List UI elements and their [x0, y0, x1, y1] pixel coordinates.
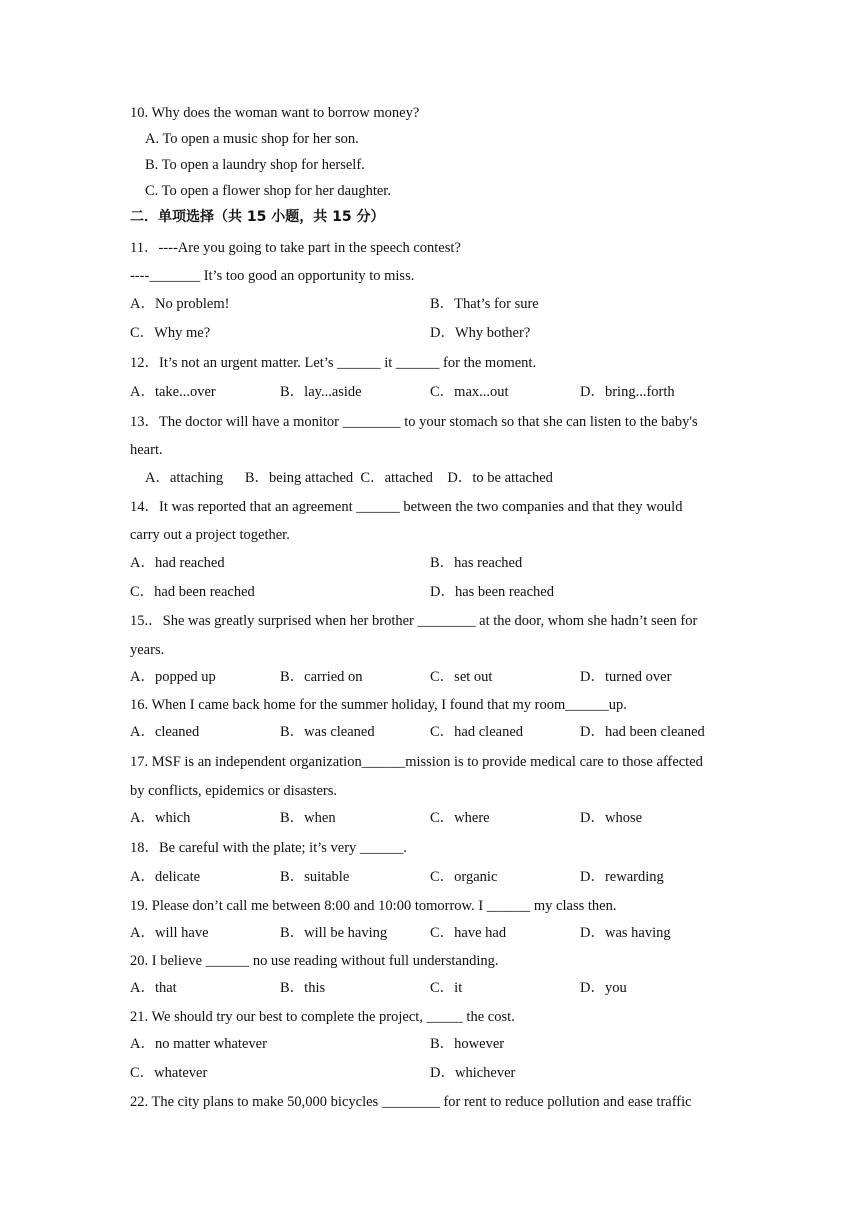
question-21-option-d: D．whichever	[430, 1065, 516, 1081]
question-17-stem: 17. MSF is an independent organization______mission is to provide medical care to those affected	[130, 754, 703, 770]
question-11-stem: 11．----Are you going to take part in the speech contest?	[130, 240, 461, 256]
question-20-option-d: D．you	[580, 980, 627, 996]
question-15-option-a: A．popped up	[130, 669, 216, 685]
question-17-option-b: B．when	[280, 810, 336, 826]
question-21-option-c: C．whatever	[130, 1065, 208, 1081]
question-17-option-a: A．which	[130, 810, 191, 826]
question-10-option-b: B. To open a laundry shop for herself.	[145, 157, 365, 173]
question-11-option-b: B．That’s for sure	[430, 296, 539, 312]
question-20-stem: 20. I believe ______ no use reading without full understanding.	[130, 953, 499, 969]
question-19-option-d: D．was having	[580, 925, 671, 941]
question-22-stem: 22. The city plans to make 50,000 bicycles ________ for rent to reduce pollution and ease traffic	[130, 1094, 692, 1110]
question-20-option-a: A．that	[130, 980, 177, 996]
question-18-stem: 18．Be careful with the plate; it’s very ______.	[130, 840, 408, 856]
question-21-option-b: B．however	[430, 1036, 505, 1052]
question-15-stem-line2: years.	[130, 642, 165, 658]
question-17-option-d: D．whose	[580, 810, 643, 826]
question-10-stem: 10. Why does the woman want to borrow money?	[130, 105, 420, 121]
question-19-stem: 19. Please don’t call me between 8:00 and 10:00 tomorrow. I ______ my class then.	[130, 898, 617, 914]
question-21-option-a: A．no matter whatever	[130, 1036, 267, 1052]
question-12-option-a: A．take...over	[130, 384, 216, 400]
question-13-stem: 13．The doctor will have a monitor ________ to your stomach so that she can listen to the baby's	[130, 414, 698, 430]
question-15-option-c: C．set out	[430, 669, 493, 685]
question-17-stem-line2: by conflicts, epidemics or disasters.	[130, 783, 337, 799]
question-14-option-c: C．had been reached	[130, 584, 255, 600]
question-14-option-a: A．had reached	[130, 555, 225, 571]
section-heading: 二．单项选择（共 15 小题，共 15 分）	[130, 209, 385, 225]
question-20-option-c: C．it	[430, 980, 463, 996]
question-14-option-d: D．has been reached	[430, 584, 554, 600]
question-16-option-b: B．was cleaned	[280, 724, 375, 740]
question-19-option-a: A．will have	[130, 925, 209, 941]
question-11-option-d: D．Why bother?	[430, 325, 531, 341]
question-13-options: A．attaching B．being attached C．attached D．to be attached	[145, 470, 553, 486]
question-11-option-c: C．Why me?	[130, 325, 211, 341]
question-11-stem-line2: ----_______ It’s too good an opportunity to miss.	[130, 268, 415, 284]
question-16-option-d: D．had been cleaned	[580, 724, 705, 740]
question-16-stem: 16. When I came back home for the summer holiday, I found that my room______up.	[130, 697, 627, 713]
question-18-option-c: C．organic	[430, 869, 498, 885]
question-21-stem: 21. We should try our best to complete the project, _____ the cost.	[130, 1009, 515, 1025]
question-10-option-a: A. To open a music shop for her son.	[145, 131, 359, 147]
question-13-stem-line2: heart.	[130, 442, 163, 458]
question-18-option-d: D．rewarding	[580, 869, 664, 885]
question-14-stem: 14．It was reported that an agreement ______ between the two companies and that they would	[130, 499, 683, 515]
question-11-option-a: A．No problem!	[130, 296, 230, 312]
question-20-option-b: B．this	[280, 980, 326, 996]
question-16-option-a: A．cleaned	[130, 724, 200, 740]
question-18-option-b: B．suitable	[280, 869, 350, 885]
question-14-stem-line2: carry out a project together.	[130, 527, 290, 543]
question-15-stem: 15.．She was greatly surprised when her brother ________ at the door, whom she hadn’t seen for	[130, 613, 698, 629]
question-18-option-a: A．delicate	[130, 869, 201, 885]
question-17-option-c: C．where	[430, 810, 490, 826]
question-12-stem: 12．It’s not an urgent matter. Let’s ______ it ______ for the moment.	[130, 355, 537, 371]
question-15-option-d: D．turned over	[580, 669, 672, 685]
question-12-option-d: D．bring...forth	[580, 384, 675, 400]
question-12-option-c: C．max...out	[430, 384, 509, 400]
question-14-option-b: B．has reached	[430, 555, 523, 571]
question-19-option-c: C．have had	[430, 925, 507, 941]
question-15-option-b: B．carried on	[280, 669, 363, 685]
question-16-option-c: C．had cleaned	[430, 724, 524, 740]
question-12-option-b: B．lay...aside	[280, 384, 362, 400]
question-10-option-c: C. To open a flower shop for her daughter.	[145, 183, 391, 199]
question-19-option-b: B．will be having	[280, 925, 388, 941]
